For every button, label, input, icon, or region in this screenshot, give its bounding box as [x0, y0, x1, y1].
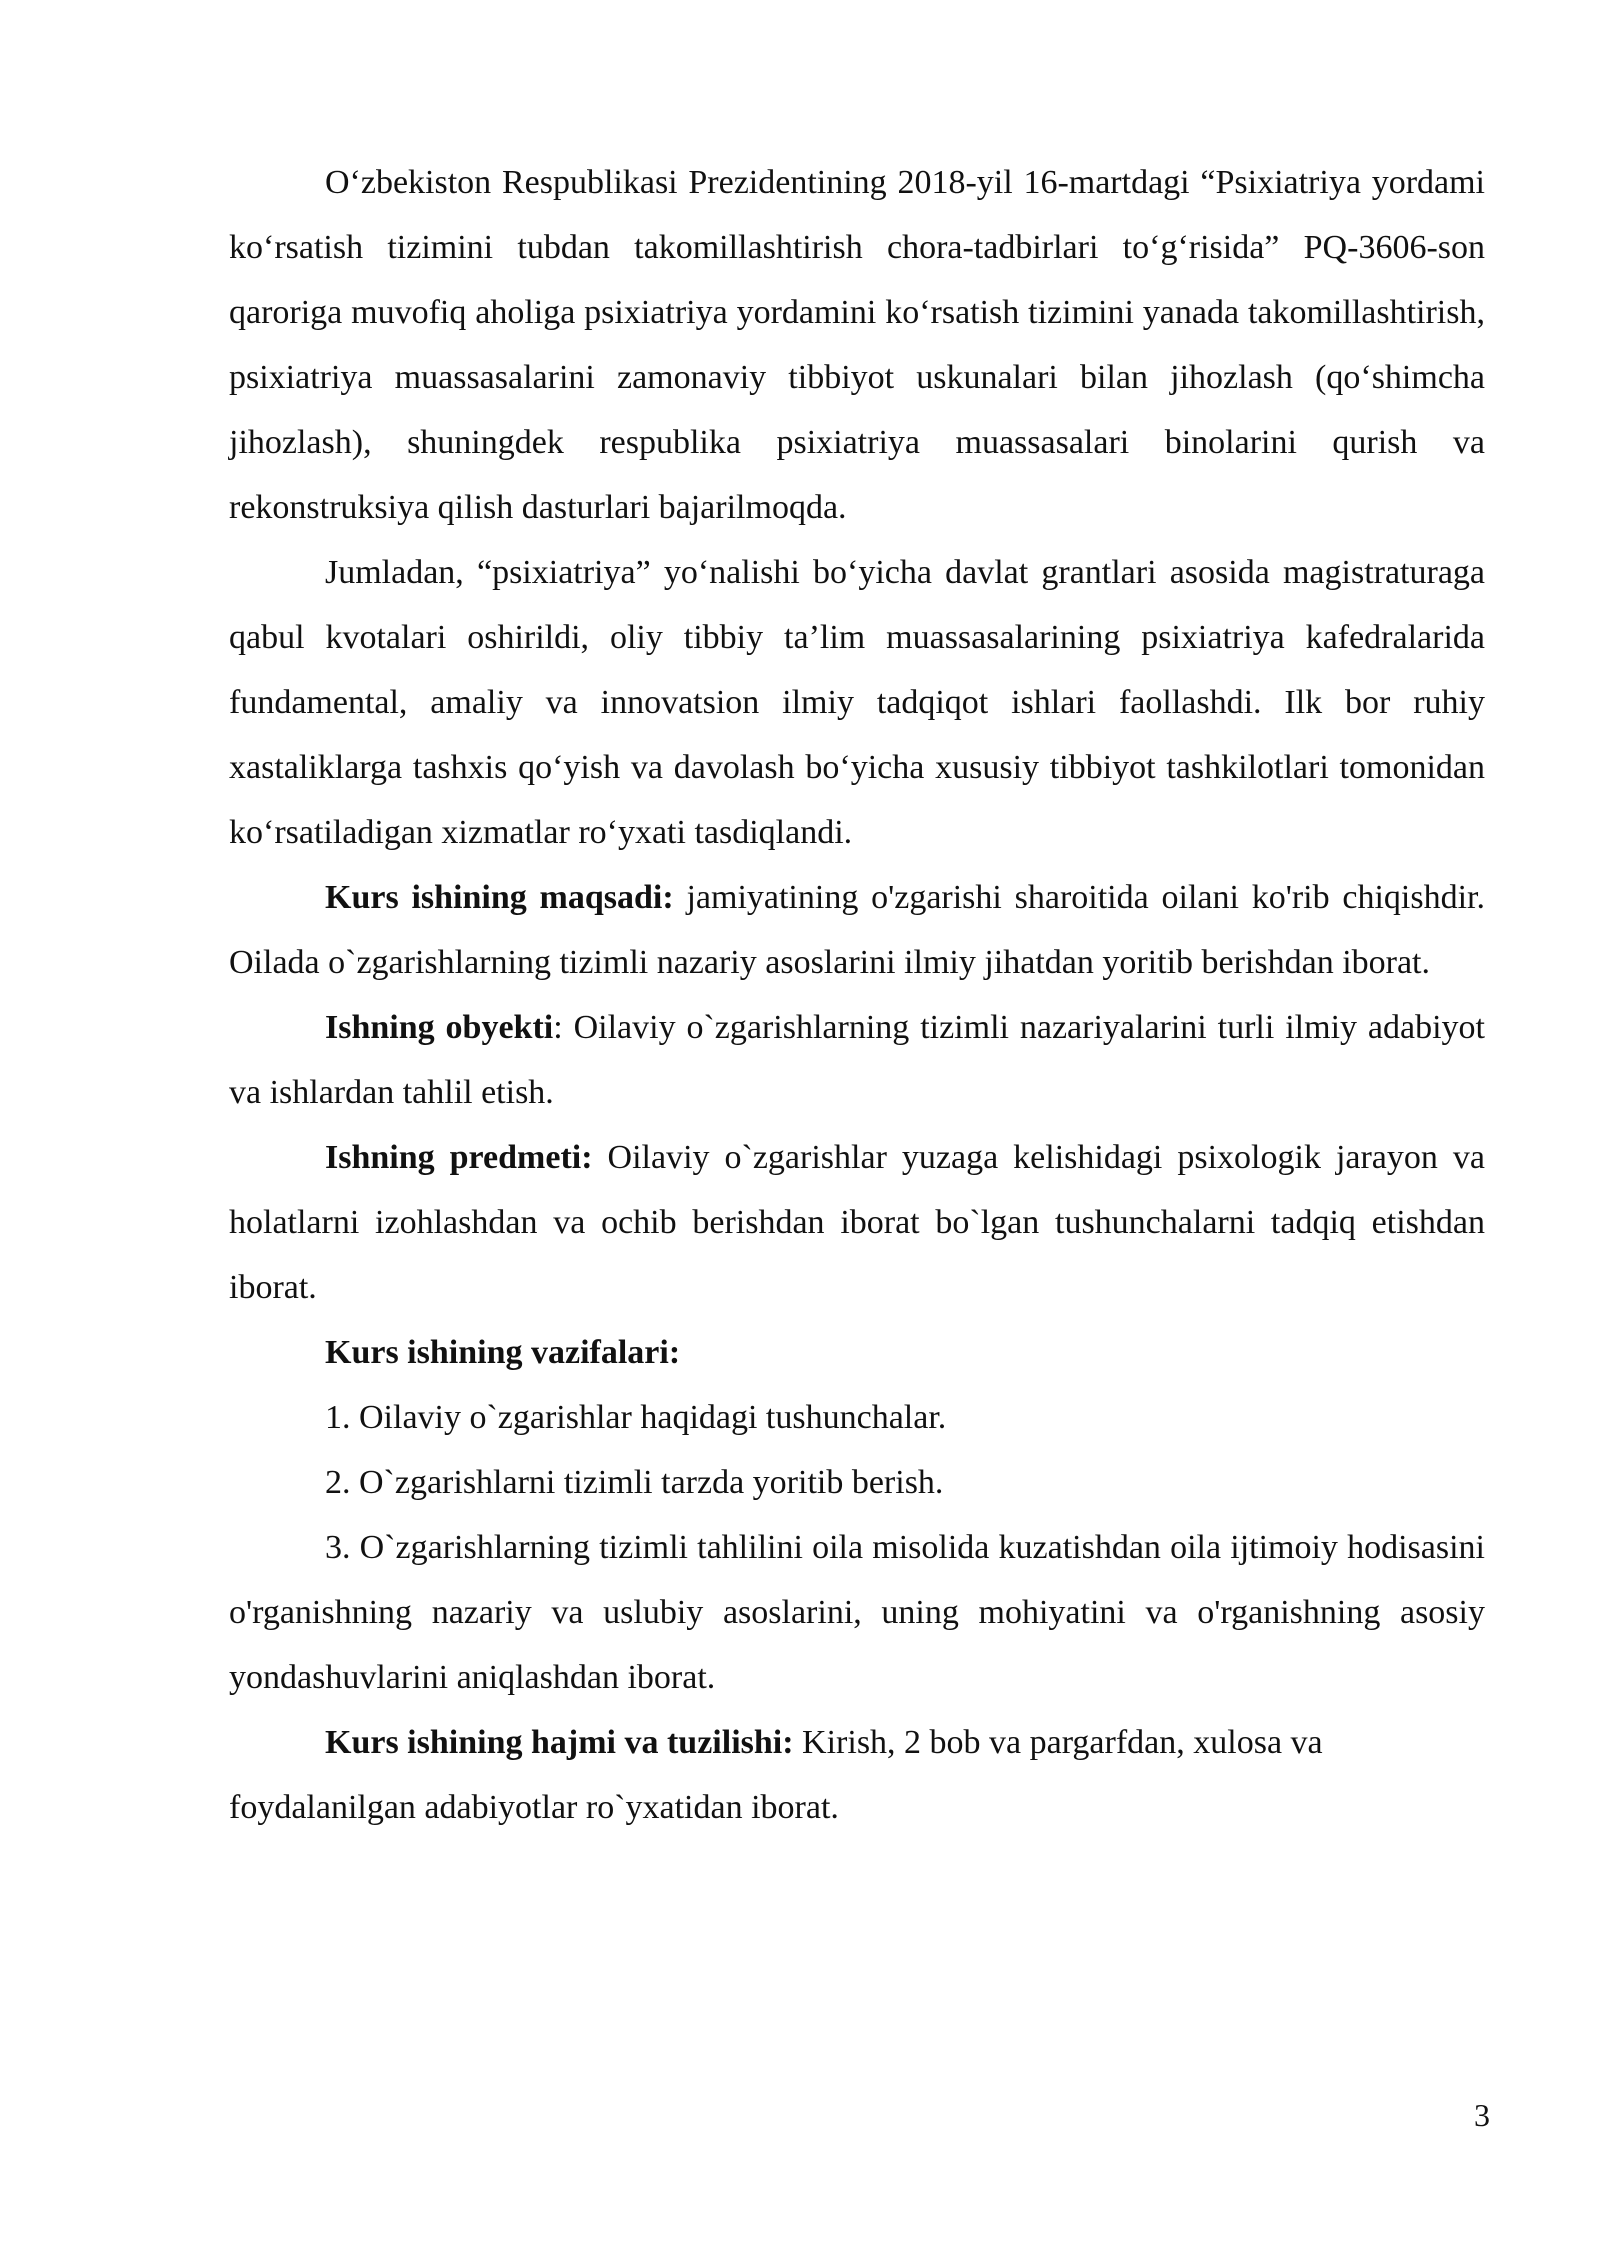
object-text: : Oilaviy o`zgarishlarning tizimli nazariyalarini turli ilmiy adabiyot va ishlardan tahlil etish.: [229, 1009, 1485, 1111]
goal-text: jamiyatining o'zgarishi sharoitida oilani ko'rib chiqishdir. Oilada o`zgarishlarning tizimli nazariy asoslarini ilmiy jihatdan yoritib berishdan iborat.: [229, 879, 1485, 981]
paragraph-subject: [229, 1125, 1485, 1320]
structure-label: Kurs ishining hajmi va tuzilishi:: [325, 1724, 794, 1761]
task-item-2: 2. O`zgarishlarni tizimli tarzda yoritib berish.: [325, 1464, 944, 1501]
paragraph-decree: O‘zbekiston Respublikasi Prezidentining 2018-yil 16-martdagi “Psixiatriya yordami ko‘rsatish tizimini tubdan takomillashtirish chora-tadbirlari to‘g‘risida” PQ-3606-son qaroriga muvofiq aholiga psixiatriya yordamini ko‘rsatish tizimini yanada takomillashtirish, psixiatriya muassasalarini zamonaviy tibbiyot uskunalari bilan jihozlash (qo‘shimcha jihozlash), shuningdek respublika psixiatriya muassasalari binolarini qurish va rekonstruksiya qilish dasturlari bajarilmoqda.: [229, 164, 1485, 526]
tasks-heading: [229, 1320, 1485, 1385]
task-item-1: 1. Oilaviy o`zgarishlar haqidagi tushunchalar.: [325, 1399, 947, 1436]
subject-text: Oilaviy o`zgarishlar yuzaga kelishidagi psixologik jarayon va holatlarni izohlashdan va ochib berishdan iborat bo`lgan tushunchalarni tadqiq etishdan iborat.: [229, 1139, 1485, 1306]
paragraph-goal: [229, 865, 1485, 995]
document-page: [229, 150, 1485, 1840]
tasks-label: Kurs ishining vazifalari:: [325, 1334, 681, 1371]
paragraph-object: [229, 995, 1485, 1125]
paragraph-grants: Jumladan, “psixiatriya” yo‘nalishi bo‘yicha davlat grantlari asosida magistraturaga qabul kvotalari oshirildi, oliy tibbiy ta’lim muassasalarining psixiatriya kafedralarida fundamental, amaliy va innovatsion ilmiy tadqiqot ishlari faollashdi. Ilk bor ruhiy xastaliklarga tashxis qo‘yish va davolash bo‘yicha xususiy tibbiyot tashkilotlari tomonidan ko‘rsatiladigan xizmatlar ro‘yxati tasdiqlandi.: [229, 554, 1485, 851]
object-label: Ishning obyekti: [325, 1009, 554, 1046]
subject-label: Ishning predmeti:: [325, 1139, 593, 1176]
goal-label: Kurs ishining maqsadi:: [325, 879, 674, 916]
paragraph-structure: [229, 1710, 1485, 1840]
structure-text: Kirish, 2 bob va pargarfdan, xulosa va foydalanilgan adabiyotlar ro`yxatidan iborat.: [229, 1724, 1323, 1826]
task-item-3: 3. O`zgarishlarning tizimli tahlilini oila misolida kuzatishdan oila ijtimoiy hodisasini o'rganishning nazariy va uslubiy asoslarini, uning mohiyatini va o'rganishning asosiy yondashuvlarini aniqlashdan iborat.: [229, 1529, 1485, 1696]
page-number: 3: [1474, 2097, 1490, 2133]
